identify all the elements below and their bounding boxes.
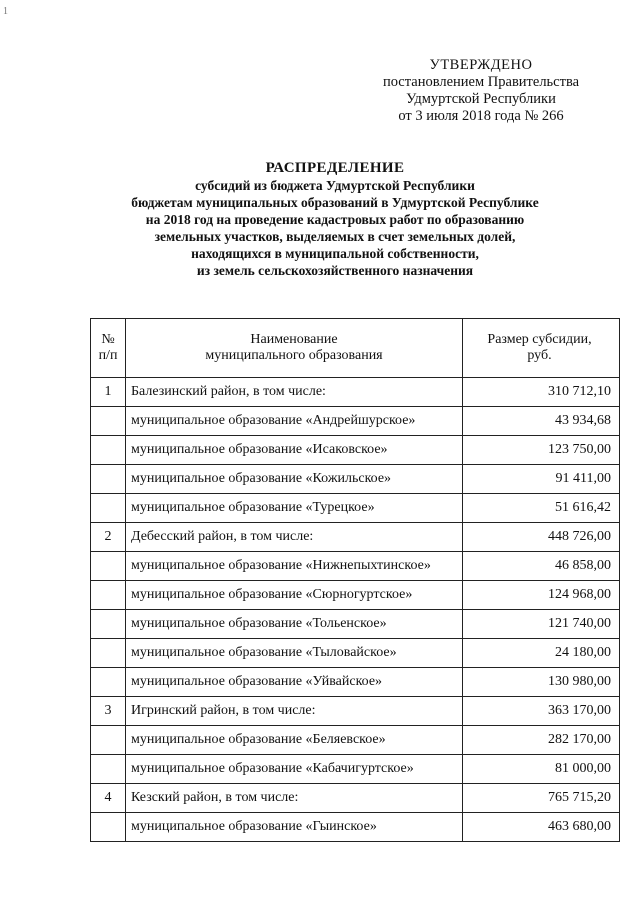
row-name: муниципальное образование «Сюрногуртское» [126, 581, 463, 610]
row-value: 91 411,00 [463, 465, 620, 494]
row-value: 43 934,68 [463, 407, 620, 436]
table-row [91, 726, 620, 755]
table-header-row [91, 319, 620, 378]
table-row [91, 494, 620, 523]
title-line: на 2018 год на проведение кадастровых работ по образованию [145, 212, 525, 227]
header-number [91, 319, 126, 378]
title-line: находящихся в муниципальной собственности, [191, 246, 479, 261]
table-row [91, 552, 620, 581]
row-number [91, 436, 126, 465]
row-number [91, 407, 126, 436]
table-row [91, 378, 620, 407]
row-name: муниципальное образование «Уйвайское» [126, 668, 463, 697]
header-number-line1: № [101, 332, 115, 347]
row-number: 1 [91, 378, 126, 407]
row-value: 123 750,00 [463, 436, 620, 465]
table-row [91, 465, 620, 494]
title-line: бюджетам муниципальных образований в Удмуртской Республике [131, 195, 539, 210]
document-title [100, 160, 570, 279]
header-name-line1: Наименование [250, 332, 338, 347]
title-main: РАСПРЕДЕЛЕНИЕ [265, 160, 405, 176]
row-number [91, 552, 126, 581]
row-value: 81 000,00 [463, 755, 620, 784]
row-number [91, 726, 126, 755]
row-name: муниципальное образование «Исаковское» [126, 436, 463, 465]
table-row [91, 639, 620, 668]
approval-stamp [356, 57, 606, 125]
row-value: 46 858,00 [463, 552, 620, 581]
header-value-line1: Размер субсидии, [487, 332, 592, 347]
row-number: 4 [91, 784, 126, 813]
header-value-line2: руб. [527, 348, 552, 363]
table-row [91, 668, 620, 697]
row-name: муниципальное образование «Тольенское» [126, 610, 463, 639]
row-value: 463 680,00 [463, 813, 620, 842]
table-row [91, 697, 620, 726]
row-name: муниципальное образование «Кабачигуртское» [126, 755, 463, 784]
header-name [126, 319, 463, 378]
row-number [91, 494, 126, 523]
title-line: земельных участков, выделяемых в счет земельных долей, [154, 229, 516, 244]
row-name: муниципальное образование «Гыинское» [126, 813, 463, 842]
header-value [463, 319, 620, 378]
subsidy-table [90, 318, 620, 842]
approval-line: Удмуртской Республики [406, 91, 556, 107]
header-number-line2: п/п [98, 348, 118, 363]
header-name-line2: муниципального образования [205, 348, 383, 363]
title-line: из земель сельскохозяйственного назначения [196, 263, 474, 278]
row-value: 310 712,10 [463, 378, 620, 407]
row-number: 2 [91, 523, 126, 552]
row-name: муниципальное образование «Нижнепыхтинское» [126, 552, 463, 581]
row-number [91, 755, 126, 784]
row-name: муниципальное образование «Тыловайское» [126, 639, 463, 668]
row-number [91, 581, 126, 610]
row-value: 51 616,42 [463, 494, 620, 523]
row-value: 124 968,00 [463, 581, 620, 610]
approval-line: от 3 июля 2018 года № 266 [398, 108, 564, 124]
table-row [91, 581, 620, 610]
row-name: Игринский район, в том числе: [126, 697, 463, 726]
row-number [91, 813, 126, 842]
row-value: 121 740,00 [463, 610, 620, 639]
table-row [91, 523, 620, 552]
row-value: 24 180,00 [463, 639, 620, 668]
table-row [91, 813, 620, 842]
row-value: 130 980,00 [463, 668, 620, 697]
row-number: 3 [91, 697, 126, 726]
row-name: Балезинский район, в том числе: [126, 378, 463, 407]
row-name: муниципальное образование «Турецкое» [126, 494, 463, 523]
row-number [91, 610, 126, 639]
row-name: Кезский район, в том числе: [126, 784, 463, 813]
row-value: 363 170,00 [463, 697, 620, 726]
row-name: муниципальное образование «Андрейшурское» [126, 407, 463, 436]
row-number [91, 465, 126, 494]
row-number [91, 668, 126, 697]
title-line: субсидий из бюджета Удмуртской Республики [195, 178, 475, 193]
row-value: 448 726,00 [463, 523, 620, 552]
table-row [91, 436, 620, 465]
approval-heading: УТВЕРЖДЕНО [429, 57, 533, 73]
approval-line: постановлением Правительства [382, 74, 580, 90]
row-value: 282 170,00 [463, 726, 620, 755]
row-number [91, 639, 126, 668]
row-value: 765 715,20 [463, 784, 620, 813]
table-row [91, 407, 620, 436]
table-row [91, 784, 620, 813]
row-name: Дебесский район, в том числе: [126, 523, 463, 552]
row-name: муниципальное образование «Кожильское» [126, 465, 463, 494]
row-name: муниципальное образование «Беляевское» [126, 726, 463, 755]
table-row [91, 755, 620, 784]
page-number: 1 [3, 6, 8, 17]
table-row [91, 610, 620, 639]
